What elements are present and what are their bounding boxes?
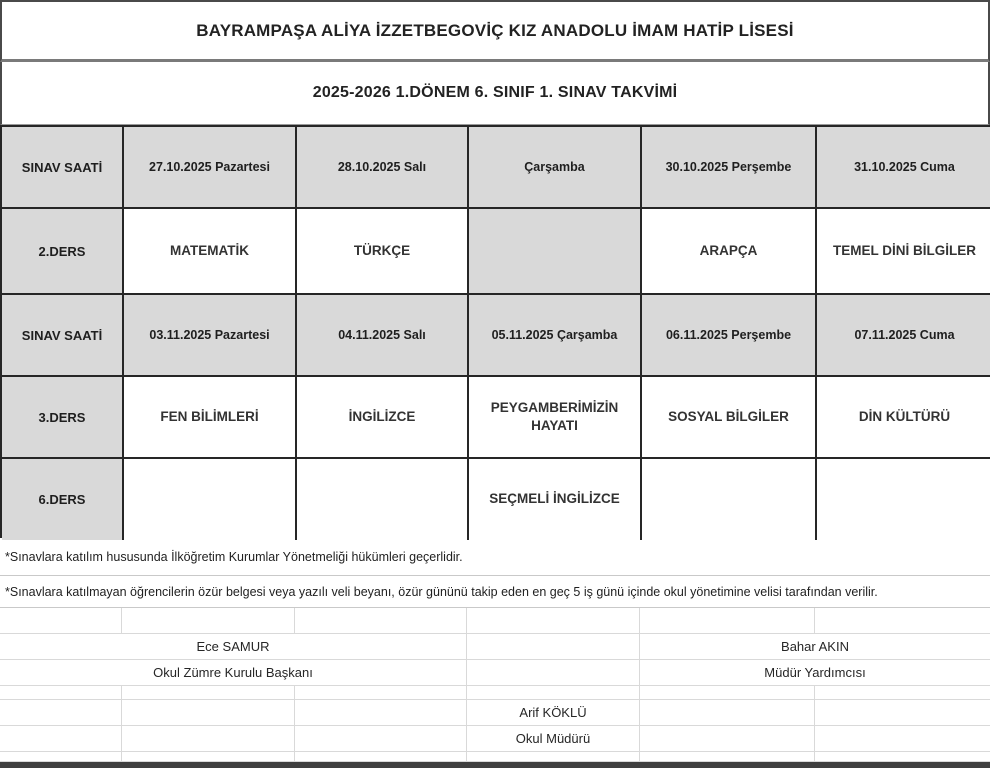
- grid-row-empty: [0, 752, 990, 762]
- signature-titles-row: [0, 660, 990, 686]
- signature-title-left: Okul Zümre Kurulu Başkanı: [0, 660, 467, 685]
- date-cell: 27.10.2025 Pazartesi: [124, 127, 297, 209]
- schedule-title: 2025-2026 1.DÖNEM 6. SINIF 1. SINAV TAKVİMİ: [0, 62, 990, 125]
- date-cell: Çarşamba: [469, 127, 642, 209]
- row-label-6ders: 6.DERS: [2, 459, 124, 540]
- date-cell: 05.11.2025 Çarşamba: [469, 295, 642, 377]
- date-cell: 04.11.2025 Salı: [297, 295, 469, 377]
- date-cell: 07.11.2025 Cuma: [817, 295, 990, 377]
- subject-cell: ARAPÇA: [642, 209, 817, 295]
- subject-cell-empty: [124, 459, 297, 540]
- signature-center-name-row: [0, 700, 990, 726]
- date-cell: 30.10.2025 Perşembe: [642, 127, 817, 209]
- note-excuse-rule: *Sınavlara katılmayan öğrencilerin özür belgesi veya yazılı veli beyanı, özür gününü takip eden en geç 5 iş günü içinde okul yönetimine velisi tarafından verilir.: [0, 576, 990, 608]
- subject-cell: SOSYAL BİLGİLER: [642, 377, 817, 459]
- signature-name-center: Arif KÖKLÜ: [467, 700, 640, 725]
- subject-cell: MATEMATİK: [124, 209, 297, 295]
- subject-cell: İNGİLİZCE: [297, 377, 469, 459]
- subject-cell: DİN KÜLTÜRÜ: [817, 377, 990, 459]
- subject-cell-empty: [817, 459, 990, 540]
- signature-title-right: Müdür Yardımcısı: [764, 665, 866, 680]
- subject-cell: FEN BİLİMLERİ: [124, 377, 297, 459]
- row-label-sinav-saati-2: SINAV SAATİ: [2, 295, 124, 377]
- signature-name-left: Ece SAMUR: [0, 634, 467, 659]
- row-label-3ders: 3.DERS: [2, 377, 124, 459]
- signature-names-row: [0, 634, 990, 660]
- note-attendance-rule: *Sınavlara katılım hususunda İlköğretim Kurumlar Yönetmeliği hükümleri geçerlidir.: [0, 538, 990, 576]
- row-label-sinav-saati-1: SINAV SAATİ: [2, 127, 124, 209]
- row-label-2ders: 2.DERS: [2, 209, 124, 295]
- bottom-dark-bar: [0, 762, 990, 768]
- subject-cell: PEYGAMBERİMİZİN HAYATI: [469, 377, 642, 459]
- grid-row-empty: [0, 686, 990, 700]
- signature-center-title-row: [0, 726, 990, 752]
- date-cell: 06.11.2025 Perşembe: [642, 295, 817, 377]
- date-cell: 31.10.2025 Cuma: [817, 127, 990, 209]
- exam-table: [0, 125, 990, 538]
- subject-cell-empty: [642, 459, 817, 540]
- grid-row-empty: [0, 608, 990, 634]
- school-title: BAYRAMPAŞA ALİYA İZZETBEGOVİÇ KIZ ANADOLU İMAM HATİP LİSESİ: [0, 0, 990, 62]
- subject-cell: TÜRKÇE: [297, 209, 469, 295]
- subject-cell: SEÇMELİ İNGİLİZCE: [469, 459, 642, 540]
- signature-title-center: Okul Müdürü: [467, 726, 640, 751]
- signature-name-right: Bahar AKIN: [781, 639, 849, 654]
- subject-cell-empty: [297, 459, 469, 540]
- subject-cell: TEMEL DİNİ BİLGİLER: [817, 209, 990, 295]
- date-cell: 03.11.2025 Pazartesi: [124, 295, 297, 377]
- subject-cell-empty: [469, 209, 642, 295]
- date-cell: 28.10.2025 Salı: [297, 127, 469, 209]
